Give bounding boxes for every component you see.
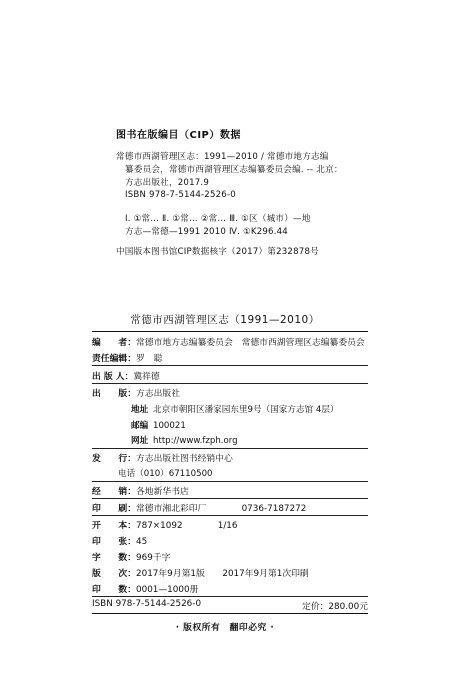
publisher-person-row <box>92 369 160 382</box>
format-value: 787×1092 1/16 <box>136 521 238 531</box>
words-value: 969千字 <box>136 553 171 563</box>
print-run-value: 0001—1000册 <box>136 585 199 595</box>
divider-6 <box>92 515 368 516</box>
editor-label: 编 者： <box>92 338 136 348</box>
address-value: 北京市朝阳区潘家园东里9号（国家方志馆 4层） <box>153 405 339 415</box>
website-row <box>131 434 238 446</box>
cip-line-6: 方志—常德—1991 2010 Ⅳ. ①K296.44 <box>125 227 288 237</box>
responsible-editor-value: 罗 聪 <box>136 354 163 364</box>
postcode-value: 100021 <box>153 421 186 431</box>
format-label: 开 本： <box>92 521 136 531</box>
edition-value: 2017年9月第1版 2017年9月第1次印刷 <box>136 569 309 579</box>
publisher-label: 出 版： <box>92 389 136 399</box>
responsible-editor-row <box>92 351 162 364</box>
cip-line-isbn: ISBN 978-7-5144-2526-0 <box>125 190 236 200</box>
publisher-value: 方志出版社 <box>136 389 180 399</box>
printer-row <box>92 501 306 514</box>
divider-3 <box>92 448 368 449</box>
printer-label: 印 刷： <box>92 504 136 514</box>
responsible-editor-label: 责任编辑： <box>92 354 136 364</box>
distribution-label: 发 行： <box>92 454 136 464</box>
cip-record-number: 中国版本图书馆CIP数据核字（2017）第232878号 <box>116 247 319 257</box>
divider-2 <box>92 383 368 384</box>
address-label: 地址 <box>131 405 149 415</box>
cip-line-3: 方志出版社，2017.9 <box>125 178 210 188</box>
divider-7 <box>92 596 368 597</box>
isbn-row <box>92 599 201 609</box>
cip-line-1: 常德市西湖管理区志：1991—2010 / 常德市地方志编 <box>116 152 329 162</box>
editor-value: 常德市地方志编纂委员会 常德市西湖管理区志编纂委员会 <box>136 338 365 348</box>
printer-value: 常德市湘北彩印厂 0736-7187272 <box>136 504 307 514</box>
publisher-person-value: 冀祥德 <box>133 372 160 382</box>
phone-row <box>118 467 213 479</box>
words-row <box>92 550 170 563</box>
website-value: http://www.fzph.org <box>153 436 238 446</box>
cip-heading: 图书在版编目（CIP）数据 <box>116 130 241 141</box>
distribution-value: 方志出版社图书经销中心 <box>136 454 233 464</box>
cip-line-2: 纂委员会，常德市西湖管理区志编纂委员会编. -- 北京： <box>125 165 343 175</box>
editor-row <box>92 335 365 348</box>
divider-1 <box>92 365 368 366</box>
seller-value: 各地新华书店 <box>136 487 189 497</box>
sheets-value: 45 <box>136 537 148 547</box>
publisher-row <box>92 386 180 399</box>
postcode-label: 邮编 <box>131 421 149 431</box>
sheets-label: 印 张： <box>92 537 136 547</box>
edition-label: 版 次： <box>92 569 136 579</box>
divider-bottom <box>92 613 368 614</box>
edition-row <box>92 566 309 579</box>
distribution-row <box>92 451 233 464</box>
price: 定价：280.00元 <box>302 602 368 612</box>
divider-5 <box>92 498 368 499</box>
address-row <box>131 403 339 415</box>
divider-4 <box>92 481 368 482</box>
isbn-value: ISBN 978-7-5144-2526-0 <box>92 599 202 609</box>
print-run-row <box>92 582 198 595</box>
seller-label: 经 销： <box>92 487 136 497</box>
seller-row <box>92 484 189 497</box>
phone-value: 电话（010）67110500 <box>118 469 213 479</box>
cip-line-5: Ⅰ. ①常… Ⅱ. ①常… ②常… Ⅲ. ①区（城市）—地 <box>125 214 311 224</box>
book-title: 常德市西湖管理区志（1991—2010） <box>130 314 320 326</box>
website-label: 网址 <box>131 436 149 446</box>
print-run-label: 印 数： <box>92 585 136 595</box>
publisher-person-label: 出 版 人： <box>92 372 134 382</box>
postcode-row <box>131 419 186 431</box>
divider-top <box>92 331 368 332</box>
format-row <box>92 518 238 531</box>
copyright-notice: · 版权所有 翻印必究 · <box>175 623 275 633</box>
words-label: 字 数： <box>92 553 136 563</box>
sheets-row <box>92 534 147 547</box>
